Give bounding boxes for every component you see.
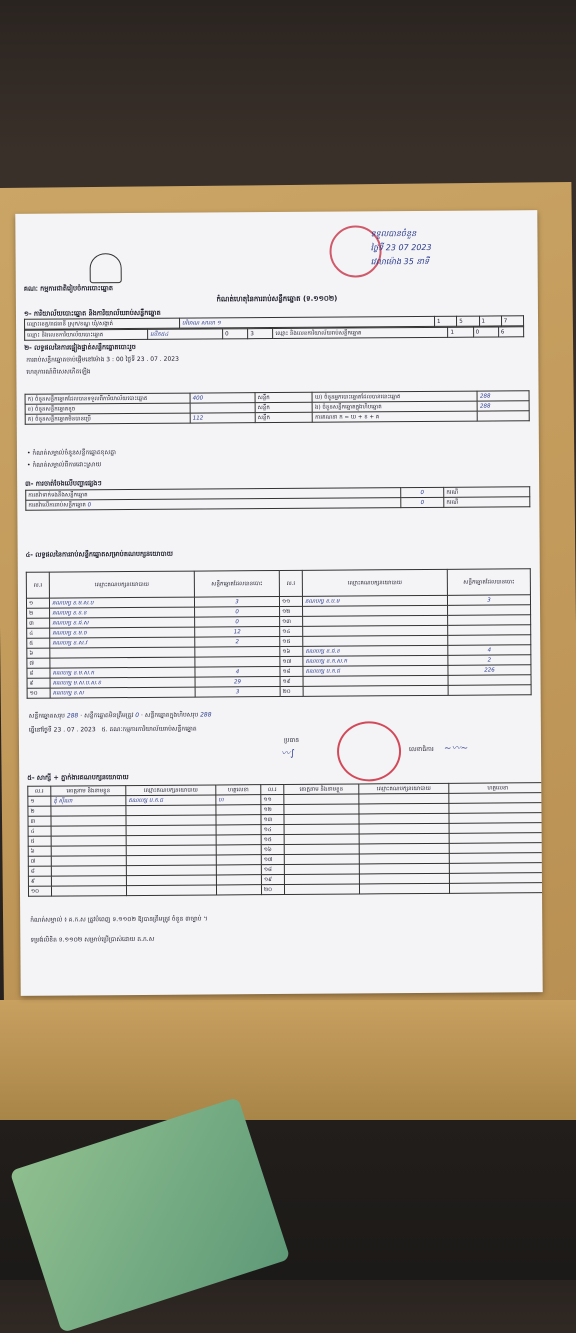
party-rows [26,595,531,699]
party-name [303,685,448,696]
witness-no2: ១៥ [261,834,284,844]
w-col-sign: ហត្ថលេខា [216,785,261,795]
s2-incident: ហេតុការណ៍ពិសេសកើតឡើង [26,368,91,376]
party-no: ១១ [279,596,302,606]
witness-name2 [284,874,359,885]
party-name: គណបក្ស ខ.ម.ស.ក [50,667,195,678]
witness-no: ៧ [28,856,51,866]
s2-row3-unit: សន្លឹក [255,412,312,422]
receipt-note-line3: វេលាម៉ោង 35 នាទី [370,256,430,267]
witness-party2 [359,793,449,804]
s2-row3-right-label: ការគណនា ក = ឃ + ខ + គ [313,411,478,422]
witness-sign [216,885,261,895]
witness-name2 [284,834,359,845]
witness-sign [216,835,261,845]
section5-title: ៥- សាក្សី + ភ្នាក់ងារគណបក្សនយោបាយ [27,773,129,782]
w-col-name: គោត្តនាម និងនាមខ្លួន [51,786,126,797]
s2-start-time: ការរាប់សន្លឹកឆ្នោតចាប់ផ្តើមនៅម៉ោង 3 : 00 ថ្ងៃទី 23 . 07 . 2023 [26,355,179,364]
witness-sign [216,855,261,865]
s1-row1-code4: 7 [501,316,523,326]
witness-party2 [359,833,449,844]
witness-party [126,815,216,826]
party-name: គណបក្ស ម.ស.ប.ស.ខ [50,677,195,688]
chair-label: ៥. គណៈកម្មការការិយាល័យរាប់សន្លឹកឆ្នោត [101,725,197,734]
party-votes [448,625,531,636]
s1-row2-right-code3: 6 [498,327,523,337]
witness-party2 [359,843,449,854]
s2-bullet2-text: កំណត់សម្គាល់ពីការដោះស្រាយ [32,461,102,469]
col-party-right: ឈ្មោះគណបក្សនយោបាយ [302,569,447,596]
witness-name [51,846,126,857]
s1-row1-value: បរិមាណ សាលា ១ [180,316,435,328]
footnote: កំណត់សម្គាល់ ៖ គ.ក.ស ត្រូវបំពេញ ទ.១១០២ ឱ្យបានត្រឹមត្រូវ ចំនួន ៣ច្បាប់ ។ [30,915,208,924]
witness-no2: ១៤ [261,824,284,834]
witness-name: ឌុំ ស៊ីណា [51,796,126,807]
witness-no: ៤ [28,826,51,836]
party-row [27,685,531,699]
witness-party2 [359,873,449,884]
witness-name [51,866,126,877]
w-col-name2: គោត្តនាម និងនាមខ្លួន [284,784,359,795]
s3-row2-mid: 0 [87,501,92,508]
witness-party2 [359,803,449,814]
document-title: កំណត់ហេតុនៃការរាប់សន្លឹកឆ្នោត (ទ.១១០២) [216,294,338,304]
witness-sign2 [449,793,543,804]
col-party-left: ឈ្មោះគណបក្សនយោបាយ [49,571,194,598]
witness-sign2 [449,883,542,894]
total-value: 288 [66,712,79,720]
witness-party [126,885,216,896]
witness-no: ២ [28,806,51,816]
section1-title: ១- ការិយាល័យបោះឆ្នោត និងការិយាល័យរាប់សន្លឹកឆ្នោត [23,308,161,318]
green-card [10,1097,291,1333]
s2-row1-value: 400 [190,393,255,403]
witness-party [126,805,216,816]
secretary-signature-icon: ~〰~ [443,743,469,754]
form-footer: ទម្រង់លិខិត ទ.១១០២ សម្រាប់ប្រើប្រាស់ដោយ គ.ក.ស [30,935,155,944]
witness-sign2 [449,823,543,834]
s2-bullet1-text: កំណត់សម្គាល់ចំនួនសន្លឹកឆ្នោតខុសគ្នា [32,449,116,457]
party-votes: 29 [195,676,280,687]
party-votes-table [26,568,532,699]
ballot-box-label: សន្លឹកឆ្នោតក្នុងហិបសរុប [144,711,199,719]
witness-party: គណបក្ស ប.ក.ជ [126,795,216,806]
s3-row1-label: ការតវ៉ាទាក់ទងនឹងសន្លឹកឆ្នោត [26,488,401,501]
witness-sign [216,845,261,855]
party-votes: 3 [447,595,530,606]
witness-sign [216,875,261,885]
party-no: ៩ [27,678,50,688]
party-no: ១០ [27,688,50,698]
party-no: ៥ [27,638,50,648]
col-no-right: ល.រ [279,570,302,596]
witness-party [126,845,216,856]
party-name: គណបក្ស ខ.ស.វ [50,637,195,648]
party-votes: 2 [448,655,531,666]
committee-name: គណៈ កម្មការជាតិរៀបចំការបោះឆ្នោត [23,284,114,293]
witness-party2 [359,853,449,864]
s1-row2-value: លើក៥៤ [148,329,223,340]
section3-table [25,486,530,511]
party-no: ១៨ [280,666,303,676]
s4-date-line [29,725,197,735]
witness-sign2 [449,813,543,824]
witness-sign2 [449,863,542,874]
s2-row2-right-value: 288 [477,401,529,411]
witness-name2 [284,794,359,805]
date-line: ធ្វើនៅថ្ងៃទី 23 . 07 . 2023 [28,726,96,734]
official-seal-icon [337,721,401,781]
witness-no: ១ [28,796,51,806]
witness-sign2 [449,873,542,884]
witness-no2: ១២ [261,804,284,814]
party-votes [448,635,531,646]
witness-party [126,835,216,846]
party-no: ២០ [280,686,303,696]
witness-sign2 [449,833,543,844]
witness-name [51,816,126,827]
invalid-label: សន្លឹកឆ្នោតមិនត្រឹមត្រូវ [84,712,134,720]
secretary-label: លេខាធិការ [409,745,434,754]
party-name: គណបក្ស ខ.ប.ម [302,595,447,606]
col-votes-right: សន្លឹកឆ្នោតដែលបានបោះ [447,569,530,596]
witness-no: ៦ [28,846,51,856]
witness-name2 [284,844,359,855]
witness-party [126,875,216,886]
w-col-no: ល.រ [28,786,51,796]
president-signature-icon: 〰∫ [281,748,295,759]
party-no: ១៦ [280,646,303,656]
party-name: គណបក្ស ខ.ស [50,687,195,698]
party-no: ១៤ [280,626,303,636]
section1-table-2 [24,326,524,340]
witness-name [51,886,126,897]
receipt-note [370,226,510,269]
party-no: ២ [27,608,50,618]
s2-row3-label: គ) ចំនួនសន្លឹកឆ្នោតមិនបានប្រើ [25,413,190,424]
party-votes: 0 [195,616,280,627]
witness-no2: ១៩ [261,874,284,884]
section2-title: ២- លទ្ធផលនៃការផ្ទៀងផ្ទាត់សន្លឹកឆ្នោតបោះរួច [24,342,136,352]
witness-name2 [284,864,359,875]
witness-no2: ១៧ [261,854,284,864]
party-name: គណបក្ស ខ.ម.ច [50,627,195,638]
party-votes [448,605,531,616]
party-name: គណបក្ស ខ.ខ.ខ [50,607,195,618]
w-col-party2: ឈ្មោះគណបក្សនយោបាយ [359,783,449,794]
s2-row1-label: ក) ចំនួនសន្លឹកឆ្នោតដែលបានទទួលពីការិយាល័យបោះឆ្នោត [25,393,190,404]
witness-no: ៨ [28,866,51,876]
witness-no: ១០ [28,886,51,896]
party-votes: 4 [448,645,531,656]
section3-title: ៣- ការចាត់ចែងលើបញ្ហាផ្សេងៗ [25,479,102,488]
total-label: សន្លឹកឆ្នោតសរុប [28,712,65,720]
witness-sign [216,825,261,835]
witness-name [51,856,126,867]
party-votes [195,646,280,657]
witness-no2: ១៨ [261,864,284,874]
witness-name [51,806,126,817]
party-no: ១២ [280,606,303,616]
s1-row2-right-code1: 1 [448,327,473,337]
party-name: គណបក្ស ខ.ក.ស.ក [303,655,448,666]
s2-row3-value: 112 [190,413,255,423]
ballot-box-value: 288 [200,711,212,719]
w-col-no2: ល.រ [261,784,284,794]
party-votes [448,685,531,696]
witness-party [126,825,216,836]
s2-bullet1: • កំណត់សម្គាល់ចំនួនសន្លឹកឆ្នោតខុសគ្នា [26,449,116,457]
witness-no: ៣ [28,816,51,826]
witness-party [126,855,216,866]
s1-row2-label: ឈ្មោះ និងលេខការិយាល័យបោះឆ្នោត [25,329,148,340]
witness-name2 [284,814,359,825]
party-no: ១៣ [280,616,303,626]
s2-row1-unit: សន្លឹក [255,392,312,402]
col-no-left: ល.រ [26,572,49,598]
witness-name [51,826,126,837]
envelope-flap [0,1000,576,1120]
president-label: ប្រធាន [283,736,300,744]
witness-sign: ហ [216,795,261,805]
s1-row2-right-label: ឈ្មោះ និងលេខការិយាល័យរាប់សន្លឹកឆ្នោត [273,327,448,338]
party-no: ១ [26,598,49,608]
party-votes [195,656,280,667]
s3-row2-label-text: ការតវ៉ាលើការរាប់សន្លឹកឆ្នោត [28,501,86,509]
s1-row1-code2: 5 [457,316,479,326]
party-votes [448,675,531,686]
witness-sign2 [449,843,543,854]
s1-row2-code1: 0 [223,329,248,339]
s2-row1-right-value: 288 [477,391,529,401]
witness-rows [28,793,543,897]
party-name: គណបក្ស ខ.ម.ស.ប [49,597,194,608]
party-no: ១៧ [280,656,303,666]
s2-bullet2: • កំណត់សម្គាល់ពីការដោះស្រាយ [27,461,102,469]
witness-no2: ២០ [261,884,284,894]
party-name: គណបក្ស ខ.ជ.ខ [303,645,448,656]
s1-row2-code2: 3 [248,329,273,339]
witness-name2 [284,884,359,895]
witness-table [27,782,542,897]
s2-row2-value [190,403,255,413]
witness-no: ៩ [28,876,51,886]
receipt-note-line1: ទទួលបានចំនួន [370,229,417,239]
witness-party2 [359,863,449,874]
s1-row1-code1: 1 [435,316,457,326]
section2-table [25,390,530,425]
witness-name [51,836,126,847]
witness-sign2 [449,803,543,814]
ballot-count-form [15,210,542,996]
invalid-value: 0 [135,711,140,720]
s3-row2-value: 0 [401,497,444,507]
witness-party2 [359,823,449,834]
s1-row2-right-code2: 0 [473,327,498,337]
witness-name2 [284,804,359,815]
witness-sign2 [449,853,542,864]
witness-sign [216,865,261,875]
witness-name2 [284,824,359,835]
s3-row1-unit: ករណី [444,487,530,498]
party-votes: 12 [195,626,280,637]
party-name: គណបក្ស ប.ក.ជ [303,665,448,676]
party-votes: 226 [448,665,531,676]
party-votes: 0 [195,606,280,617]
s1-row1-label: ឈ្មោះខេត្ត/រាជធានី ស្រុក/ខណ្ឌ ឃុំ/សង្កាត់ [25,318,180,329]
witness-no2: ១៦ [261,844,284,854]
witness-sign [216,805,261,815]
party-no: ៧ [27,658,50,668]
party-votes: 2 [195,636,280,647]
section4-title: ៤- លទ្ធផលនៃការរាប់សន្លឹកឆ្នោតសម្រាប់គណបក្សនយោបាយ [25,549,173,559]
s2-row2-label: ខ) ចំនួនសន្លឹកឆ្នោតខូច [25,403,190,414]
party-no: ៤ [27,628,50,638]
s3-row2-unit: ករណី [444,497,530,508]
s2-row1-right-label: ឃ) ចំនួនអ្នកបោះឆ្នោតដែលបានបោះឆ្នោត [312,391,477,402]
s3-row1-value: 0 [401,487,444,497]
witness-name2 [284,854,359,865]
party-no: ៣ [27,618,50,628]
party-no: ១៩ [280,676,303,686]
party-no: ៦ [27,648,50,658]
national-emblem-icon [90,253,122,283]
col-votes-left: សន្លឹកឆ្នោតដែលបានបោះ [194,570,279,597]
witness-no2: ១៣ [261,814,284,824]
party-name: គណបក្ស ខ.ជ.ស [50,617,195,628]
w-col-sign2: ហត្ថលេខា [449,783,543,794]
witness-party2 [359,813,449,824]
witness-name [51,876,126,887]
s1-row1-code3: 1 [479,316,501,326]
witness-no: ៥ [28,836,51,846]
party-no: ៨ [27,668,50,678]
s2-row3-right-value [478,411,530,421]
witness-party [126,865,216,876]
w-col-party: ឈ្មោះគណបក្សនយោបាយ [126,785,216,796]
witness-no2: ១១ [261,794,284,804]
witness-sign [216,815,261,825]
party-votes: 4 [195,666,280,677]
s4-totals: សន្លឹកឆ្នោតសរុប 288 · សន្លឹកឆ្នោតមិនត្រឹមត្រូវ 0 · សន្លឹកឆ្នោតក្នុងហិបសរុប 288 [28,711,212,720]
s2-row2-right-label: ង) ចំនួនសន្លឹកឆ្នោតក្នុងហិបឆ្នោត [312,401,477,412]
s3-row2-label [26,498,401,511]
party-no: ១៥ [280,636,303,646]
receipt-note-line2: ថ្ងៃទី 23 07 2023 [370,242,432,253]
s2-row2-unit: សន្លឹក [255,402,312,412]
party-votes [448,615,531,626]
witness-party2 [359,883,449,894]
party-votes: 3 [195,686,280,697]
party-votes: 3 [194,596,279,607]
